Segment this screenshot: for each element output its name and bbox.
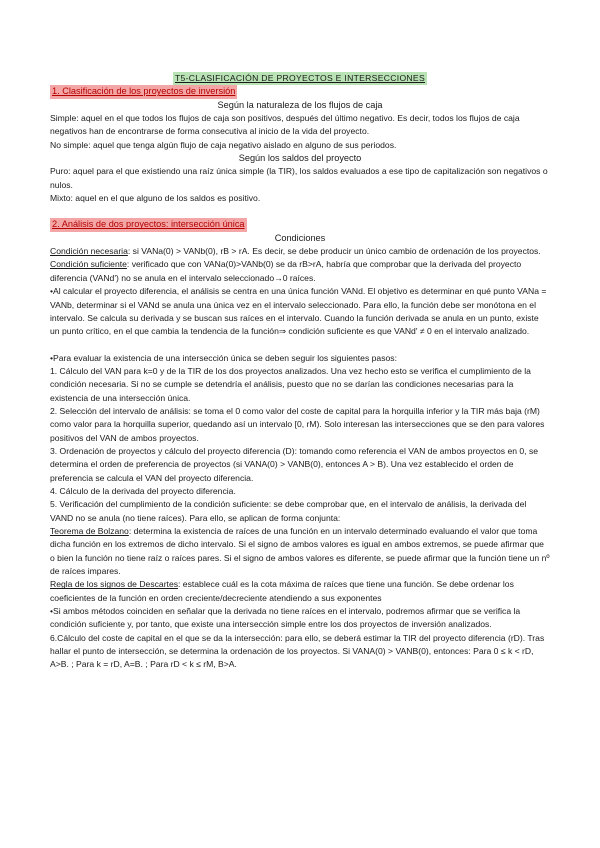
paragraph-condicion-necesaria: Condición necesaria: si VANa(0) > VANb(0), rB > rA. Es decir, se debe producir un único cambio de ordenación de los proyectos. [50,246,541,257]
step-3: 3. Ordenación de proyectos y cálculo del proyecto diferencia (D): tomando como referencia el VAN de ambos proyectos en 0, se determina el orden de preferencia de proyectos (si VANA(0) > VANB(0), entonces A > B). Una vez establecido el orden de preferencia se calcula el VAN del proyecto diferencia. [50,445,539,483]
paragraph-bolzano: Teorema de Bolzano: determina la existencia de raíces de una función en un intervalo determinado evaluando el valor que toma dicha función en los extremos de dicho intervalo. Si el signo de ambos valores es igual en ambos extremos, se puede afirmar que o bien la función no tiene raíz o raíces pares. Si el signo de ambos valores es diferente, se puede afirmar que la función tiene un nº de raíces impares. [50,526,550,577]
subheading-saldos: Según los saldos del proyecto [238,153,362,164]
label-condicion-suficiente: Condición suficiente [50,259,127,270]
paragraph-condicion-suficiente: Condición suficiente: verificado que con VANa(0)>VANb(0) se da rB>rA, habría que comprobar que la derivada del proyecto diferencia (VANd') no se anula en el intervalo seleccionado→0 raíces. [50,259,522,283]
section-1-heading: 1. Clasificación de los proyectos de inversión [50,85,237,98]
subheading-flujos: Según la naturaleza de los flujos de caja [217,99,383,110]
subheading-condiciones: Condiciones [274,232,326,243]
section-2-heading: 2. Análisis de dos proyectos: intersección única [50,218,247,231]
document-content [50,72,550,672]
step-4: 4. Cálculo de la derivada del proyecto diferencia. [50,485,236,496]
paragraph-pasos: •Para evaluar la existencia de una intersección única se deben seguir los siguientes pasos: [50,352,397,363]
step-1: 1. Cálculo del VAN para k=0 y de la TIR de los dos proyectos analizados. Una vez hecho esto se verifica el cumplimiento de la condición necesaria. Si no se cumple se detendría el análisis, puesto que no se darían las condiciones necesarias para la existencia de una intersección única. [50,365,531,403]
label-descartes: Regla de los signos de Descartes [50,579,179,590]
step-6: 6.Cálculo del coste de capital en el que se da la intersección: para ello, se deberá estimar la TIR del proyecto diferencia (rD). Tras hallar el punto de intersección, se determina la ordenación de los proyectos. Si VANA(0) > VANB(0), entonces: Para 0 ≤ k < rD, A>B. ; Para k = rD, A=B. ; Para rD < k ≤ rM, B>A. [50,632,545,670]
document-title: T5-CLASIFICACIÓN DE PROYECTOS E INTERSECCIONES [173,72,427,85]
label-condicion-necesaria: Condición necesaria [50,246,128,257]
paragraph-no-simple: No simple: aquel que tenga algún flujo de caja negativo aislado en alguno de sus periodos. [50,139,397,150]
step-5: 5. Verificación del cumplimiento de la condición suficiente: se debe comprobar que, en el intervalo de análisis, la derivada del VAND no se anula (no tiene raíces). Para ello, se aplican de forma conjunta: [50,499,527,523]
paragraph-ambos-metodos: •Si ambos métodos coinciden en señalar que la derivada no tiene raíces en el intervalo, podremos afirmar que se verifica la condición suficiente y, por tanto, que existe una intersección simple entre los dos proyectos de inversión analizados. [50,606,521,630]
paragraph-descartes: Regla de los signos de Descartes: establece cuál es la cota máxima de raíces que tiene una función. Se debe ordenar los coeficientes de la función en orden creciente/decreciente atendiendo a sus exponentes [50,579,514,603]
paragraph-mixto: Mixto: aquel en el que alguno de los saldos es positivo. [50,193,261,204]
paragraph-simple: Simple: aquel en el que todos los flujos de caja son positivos, después del último negativo. Es decir, todos los flujos de caja negativos han de encontrarse de forma consecutiva al inicio de la vida del proyecto. [50,113,520,137]
label-bolzano: Teorema de Bolzano [50,526,129,536]
paragraph-puro: Puro: aquel para el que existiendo una raíz única simple (la TIR), los saldos evaluados a ese tipo de capitalización son negativos o nulos. [50,166,548,190]
step-2: 2. Selección del intervalo de análisis: se toma el 0 como valor del coste de capital para la horquilla inferior y la TIR más baja (rM) como valor para la horquilla superior, quedando así un intervalo [0, rM). Solo interesan las intersecciones que se den para valores positivos del VAN de ambos proyectos. [50,405,545,443]
paragraph-proyecto-diferencia: •Al calcular el proyecto diferencia, el análisis se centra en una única función VANd. El objetivo es determinar en qué punto VANa = VANb, determinar si el VANd se anula una única vez en el intervalo seleccionado. Para ello, la función debe ser monótona en el intervalo. Se calcula su derivada y se buscan sus raíces en el intervalo. Cuando la función derivada se anula en un punto, existe un punto crítico, en el que cambia la tendencia de la función⇒ condición suficiente es que VANd' ≠ 0 en el intervalo analizado. [50,286,547,337]
